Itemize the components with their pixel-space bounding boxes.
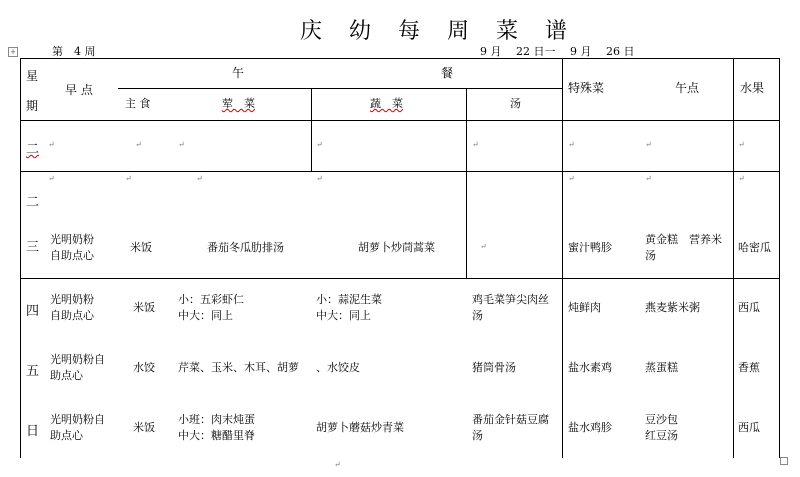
header-lunch-left: 午 xyxy=(232,66,245,80)
breakfast-thursday: 光明奶粉 自助点心 xyxy=(50,293,94,322)
fruit-sunday: 西瓜 xyxy=(738,421,760,434)
meat-thursday: 小：五彩虾仁 中大：同上 xyxy=(178,293,244,322)
breakfast-wednesday: 光明奶粉 自助点心 xyxy=(50,233,94,262)
header-day-bottom: 期 xyxy=(26,99,39,113)
meat-friday: 芹菜、玉米、木耳、胡萝 xyxy=(178,361,299,374)
soup-thursday: 鸡毛菜笋尖肉丝 汤 xyxy=(472,293,549,322)
snack-thursday: 燕麦紫米粥 xyxy=(645,301,700,314)
header-soup: 汤 xyxy=(510,97,521,110)
header-snack: 午点 xyxy=(675,81,700,95)
day-thursday: 四 xyxy=(26,304,40,319)
special-wednesday: 蜜汁鸭胗 xyxy=(568,241,612,254)
day-friday: 五 xyxy=(26,364,40,379)
soup-sunday: 番茄金针菇豆腐 汤 xyxy=(472,413,549,442)
fruit-friday: 香蕉 xyxy=(738,361,760,374)
table-move-handle-icon[interactable]: + xyxy=(8,47,18,57)
staple-wednesday: 米饭 xyxy=(130,241,152,254)
fruit-wednesday: 哈密瓜 xyxy=(738,241,771,254)
menu-table: 星 期 早 点 午 餐 主 食 荤 菜 蔬 菜 汤 特殊菜 午点 水果 二 ↵ ↵ ↵ ↵ ↵ ↵ ↵ ↵ ↵ ↵ ↵ ↵ ↵ ↵ ↵ 二 三 光明奶粉 自助点心 米饭 番茄冬瓜肋排汤 胡萝卜炒茼蒿菜 ↵ 蜜汁鸭胗 黄金糕 营养米 汤 哈密瓜 四 光明奶粉 自助点心 米饭 小：五彩虾仁 中大：同上 小：蒜泥生菜 中大：同上 鸡毛菜笋尖肉丝 汤 炖鲜肉 燕麦紫米粥 西瓜 五 光明奶粉自 助点心 水饺 芹菜、玉米、木耳、胡萝 、水饺皮 猪筒骨汤 盐水素鸡 蒸蛋糕 香蕉 日 光明奶粉自 助点心 米饭 小班：肉末炖蛋 中大：糖醋里脊 胡萝卜蘑菇炒青菜 番茄金针菇豆腐 汤 盐水鸡胗 豆沙包 红豆汤 西瓜 xyxy=(20,58,780,458)
staple-sunday: 米饭 xyxy=(133,421,155,434)
staple-thursday: 米饭 xyxy=(133,301,155,314)
header-special: 特殊菜 xyxy=(568,81,605,95)
veg-thursday: 小：蒜泥生菜 中大：同上 xyxy=(316,293,382,322)
breakfast-sunday: 光明奶粉自 助点心 xyxy=(50,413,105,442)
day-tuesday: 二 xyxy=(26,142,40,157)
veg-friday: 、水饺皮 xyxy=(316,361,360,374)
day-sunday: 日 xyxy=(26,424,40,439)
table-resize-handle-icon[interactable] xyxy=(780,457,788,465)
veg-sunday: 胡萝卜蘑菇炒青菜 xyxy=(316,421,404,434)
week-label: 第 4 周 xyxy=(52,45,96,58)
header-veg: 蔬 菜 xyxy=(370,97,403,110)
day-wednesday: 三 xyxy=(26,240,40,255)
fruit-thursday: 西瓜 xyxy=(738,301,760,314)
menu-title: 庆 幼 每 周 菜 谱 xyxy=(300,19,577,44)
staple-friday: 水饺 xyxy=(133,361,155,374)
header-fruit: 水果 xyxy=(740,81,765,95)
date-range: 9 月 22 日一 9 月 26 日 xyxy=(480,45,635,58)
soup-friday: 猪筒骨汤 xyxy=(472,361,516,374)
header-breakfast: 早 点 xyxy=(65,83,93,97)
meat-wednesday: 番茄冬瓜肋排汤 xyxy=(207,241,284,254)
meat-sunday: 小班：肉末炖蛋 中大：糖醋里脊 xyxy=(178,413,255,442)
snack-friday: 蒸蛋糕 xyxy=(645,361,678,374)
snack-sunday: 豆沙包 红豆汤 xyxy=(645,413,678,442)
special-thursday: 炖鲜肉 xyxy=(568,301,601,314)
header-day-top: 星 xyxy=(26,69,39,83)
special-sunday: 盐水鸡胗 xyxy=(568,421,612,434)
day-wednesday-top: 二 xyxy=(26,195,40,210)
special-friday: 盐水素鸡 xyxy=(568,361,612,374)
header-staple: 主 食 xyxy=(125,97,151,110)
header-meat: 荤 菜 xyxy=(222,97,255,110)
breakfast-friday: 光明奶粉自 助点心 xyxy=(50,353,105,382)
header-lunch-right: 餐 xyxy=(441,66,454,80)
snack-wednesday: 黄金糕 营养米 汤 xyxy=(645,233,722,262)
veg-wednesday: 胡萝卜炒茼蒿菜 xyxy=(358,241,435,254)
